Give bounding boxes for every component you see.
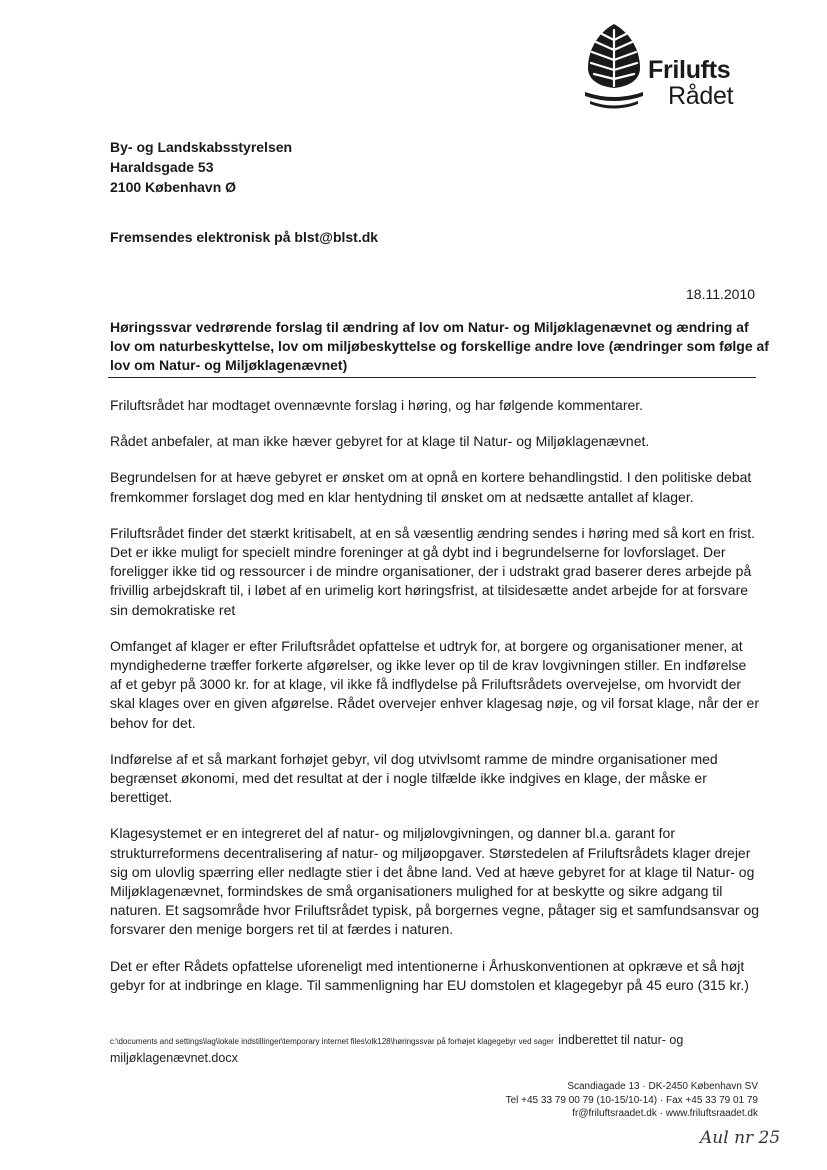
letter-body (110, 396, 760, 1012)
friluftsraadet-logo (582, 22, 792, 117)
recipient-name: By- og Landskabsstyrelsen (110, 139, 293, 155)
body-paragraph: Rådet anbefaler, at man ikke hæver gebyret for at klage til Natur- og Miljøklagenævnet. (110, 433, 650, 450)
body-paragraph: Det er efter Rådets opfattelse uforeneligt med intentionerne i Århuskonventionen at opkræve et så højt gebyr for at indbringe en klage. Til sammenligning har EU domstolen et klagegebyr på 45 euro (315 kr.) (110, 957, 749, 993)
logo-text-line1: Frilufts (648, 56, 731, 84)
document-file-path (110, 1032, 750, 1066)
file-path-prefix: c:\documents and settings\lag\lokale indstillinger\temporary internet files\olk128\høringssvar på forhøjet klagegebyr ved sager (110, 1037, 554, 1046)
body-paragraph: Friluftsrådet finder det stærkt kritisabelt, at en så væsentlig ændring sendes i høring med så kort en frist. Det er ikke muligt for specielt mindre foreninger at gå dybt ind i begrundelserne for lovforslaget. Der foreligger ikke tid og ressourcer i de mindre organisationer, der i udstrakt grad baserer deres arbejde på frivillig arbejdskraft til, i løbet af en urimelig kort høringsfrist, at tilsidesætte andet arbejde for at forsvare sin demokratiske ret (110, 524, 756, 618)
file-path-suffix: indberettet til natur- og miljøklagenævnet.docx (110, 1033, 684, 1065)
footer-address: Scandiagade 13 · DK-2450 København SV (567, 1081, 758, 1092)
body-paragraph: Klagesystemet er en integreret del af natur- og miljølovgivningen, og danner bl.a. garant for strukturreformens decentralisering af natur- og miljøopgaver. Størstedelen af Friluftsrådets klager drejer sig om ulovlig spærring eller nedlagte stier i det åbne land. Ved at hæve gebyret for at klage til Natur- og Miljøklagenævnet, formindskes de små organisationers mulighed for at beskytte og sikre adgang til naturen. Et sagsområde hvor Friluftsrådet typisk, på borgernes vegne, påtager sig et samfundsansvar og forsvarer den menige borgers ret til at færdes i naturen. (110, 825, 760, 938)
recipient-address (110, 137, 292, 197)
logo-text-line2: Rådet (668, 82, 734, 110)
recipient-city: 2100 København Ø (110, 179, 237, 195)
body-paragraph: Omfanget af klager er efter Friluftsrådet opfattelse et udtryk for, at borgere og organisationer mener, at myndighederne træffer forkerte afgørelser, og ikke lever op til de krav lovgivningen stiller. En indførelse af et gebyr på 3000 kr. for at klage, vil ikke få indflydelse på Friluftsrådets overvejelse, om hvorvidt der skal klages over en given afgørelse. Rådet overvejer enhver klagesag nøje, og vil forsat klage, når der er behov for det. (110, 637, 760, 731)
recipient-street: Haraldsgade 53 (110, 159, 214, 175)
body-paragraph: Indførelse af et så markant forhøjet gebyr, vil dog utvivlsomt ramme de mindre organisationer med begrænset økonomi, med det resultat at der i nogle tilfælde ikke indgives en klage, der måske er berettiget. (110, 750, 718, 806)
body-paragraph: Begrundelsen for at hæve gebyret er ønsket om at opnå en kortere behandlingstid. I den politiske debat fremkommer forslaget dog med en klar hentydning til ønsket om at nedsætte antallet af klager. (110, 469, 752, 505)
body-paragraph: Friluftsrådet har modtaget ovennævnte forslag i høring, og har følgende kommentarer. (110, 397, 644, 413)
letter-date: 18.11.2010 (686, 286, 756, 302)
letter-footer (430, 1080, 758, 1121)
handwritten-note: Aul nr 25 (700, 1128, 781, 1148)
footer-contact: fr@friluftsraadet.dk · www.friluftsraadet.dk (572, 1108, 758, 1119)
letter-subject: Høringssvar vedrørende forslag til ændring af lov om Natur- og Miljøklagenævnet og ændring af lov om naturbeskyttelse, lov om miljøbeskyttelse og forskellige andre love (ændringer som følge af lov om Natur- og Miljøklagenævnet) (110, 319, 769, 373)
leaf-logo-icon (582, 22, 646, 117)
footer-phone: Tel +45 33 79 00 79 (10-15/10-14) · Fax +45 33 79 01 79 (505, 1094, 758, 1106)
sent-electronically-line: Fremsendes elektronisk på blst@blst.dk (110, 229, 379, 245)
subject-divider (108, 377, 756, 378)
